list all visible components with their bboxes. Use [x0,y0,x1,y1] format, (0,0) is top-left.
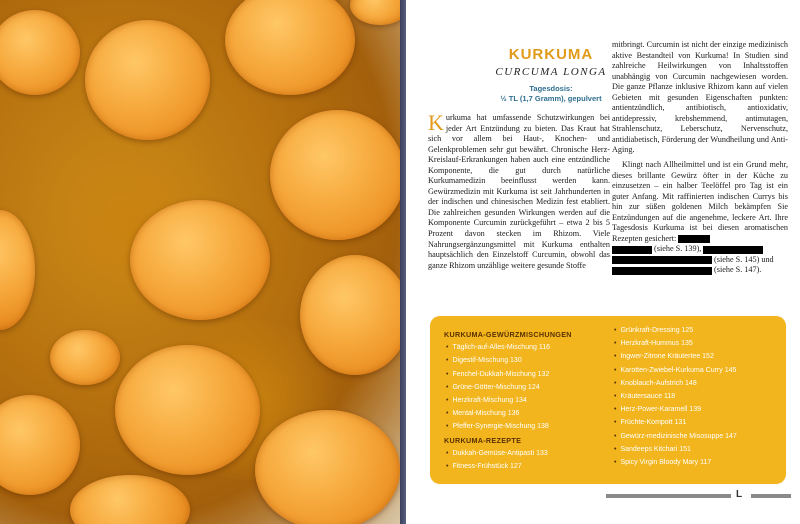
turmeric-slice [270,110,400,240]
list-item: • Pfeffer-Synergie-Mischung 138 [444,420,612,433]
footer-mark: L [736,489,743,500]
list-item: • Herz-Power-Karamell 139 [612,403,782,416]
turmeric-slice [255,410,400,524]
reference: (siehe S. 147). [714,265,762,275]
latin-name: CURCUMA LONGA [495,66,607,78]
body-paragraph: mitbringt. Curcumin ist nicht der einzige medizinisch aktive Bestandteil von Kurkuma! In Studien sind zahlreiche Heilwirkungen von Inhaltsstoffen unabhängig von Curcumin nachgewiesen worden. Die ganze Pflanze inklusive Rhizom kann auf vielen Gebieten mit gesunden Eigenschaften punkten: antientzündlich, antibiotisch, antioxidativ, antidepressiv, krebshemmend, antimutagen, Strahlenschutz, Leberschutz, Nervenschutz, antidiabetisch, Förderung der Wundheilung und Anti-Aging. [612,40,788,155]
list-item: • Dukkah-Gemüse-Antipasti 133 [444,447,612,460]
turmeric-slice [115,345,260,475]
redaction-bar [678,235,710,243]
page-title: KURKUMA [508,46,594,63]
turmeric-slice [350,0,400,25]
dose-value: ½ TL (1,7 Gramm), gepulvert [500,94,602,103]
turmeric-slice [0,10,80,95]
list-item: • Kräutersauce 118 [612,390,782,403]
turmeric-slice [130,200,270,320]
list-item: • Herzkraft-Hummus 135 [612,337,782,350]
list-item: • Ingwer-Zitrone Kräutertee 152 [612,350,782,363]
list-item: • Herzkraft-Mischung 134 [444,394,612,407]
list-item: • Fitness-Frühstück 127 [444,460,612,473]
body-column-2 [612,40,788,276]
turmeric-slice [50,330,120,385]
list-item: • Karotten-Zwiebel-Kurkuma Curry 145 [612,364,782,377]
box-heading: KURKUMA-GEWÜRZMISCHUNGEN [444,330,572,339]
list-item: • Digestif-Mischung 130 [444,354,612,367]
turmeric-slice [70,475,190,524]
reference: (siehe S. 139), [654,244,702,254]
turmeric-slice [0,395,80,495]
redaction-bar [612,267,712,275]
recipe-box-column-1 [444,328,612,473]
list-item: • Mental-Mischung 136 [444,407,612,420]
turmeric-slice [300,255,400,375]
turmeric-slice [225,0,355,95]
box-heading: KURKUMA-REZEPTE [444,435,522,445]
list-item: • Täglich-auf-Alles-Mischung 116 [444,341,612,354]
list-item: • Sandeeps Kitchari 151 [612,443,782,456]
list-item: • Gewürz-medizinische Misosuppe 147 [612,430,782,443]
footer-bar [606,494,731,498]
reference: (siehe S. 145) und [714,254,774,264]
redaction-bar [703,246,763,254]
list-item: • Knoblauch-Aufstrich 148 [612,377,782,390]
recipe-box [430,316,786,484]
redaction-bar [612,246,652,254]
dose-label: Tagesdosis: [529,84,573,93]
turmeric-slice [85,20,210,140]
list-item: • Grüne-Götter-Mischung 124 [444,381,612,394]
body-text: Klingt nach Allheilmittel und ist ein Grund mehr, dieses brillante Gewürz öfter in der Küche zu einzusetzen – ein halber Teelöffel pro Tag ist ein guter Anfang. Mit raffinierten indischen Currys bis hin zur süßen goldenen Milch bekämpfen Sie Entzündungen auf die angenehme, leckere Art. Ihre Tagesdosis Kurkuma ist bei diesen aromatischen Rezepten gesichert: [612,160,788,243]
dropcap: K [428,110,444,135]
list-item: • Spicy Virgin Bloody Mary 117 [612,456,782,469]
body-text: urkuma hat umfassende Schutzwirkungen bei jeder Art Entzündung zu bieten. Das Kraut hat sich vor allem bei Haut-, Knochen- und Gelenkproblemen sehr gut bewährt. Chronische Herz-Kreislauf-Erkrankungen haben auch eine entzündliche Komponente, die gut durch natürliche Kurkumamedizin beeinflusst werden kann. Gewürzmedizin mit Kurkuma ist seit Jahrhunderten in der indischen und chinesischen Medizin fest etabliert. Die zahlreichen gesunden Wirkungen werden auf die Komponente Curcumin zurückgeführt – etwa 2 bis 5 Prozent davon stecken im Rhizom. Viele Nahrungsergänzungsmittel mit Kurkuma enthalten hauptsächlich den Einzelstoff Curcumin, obwohl das ganze Rhizom unzählige weitere gesunde Stoffe [428,113,610,270]
list-item: • Fenchel-Dukkah-Mischung 132 [444,368,612,381]
recipe-box-column-2 [612,324,782,469]
list-item: • Früchte-Kompott 131 [612,416,782,429]
body-paragraph-2 [612,160,788,276]
redaction-bar [612,256,712,264]
list-item: • Grünkraft-Dressing 125 [612,324,782,337]
text-page [406,0,800,524]
footer-bar [751,494,791,498]
body-column-1 [428,110,610,271]
